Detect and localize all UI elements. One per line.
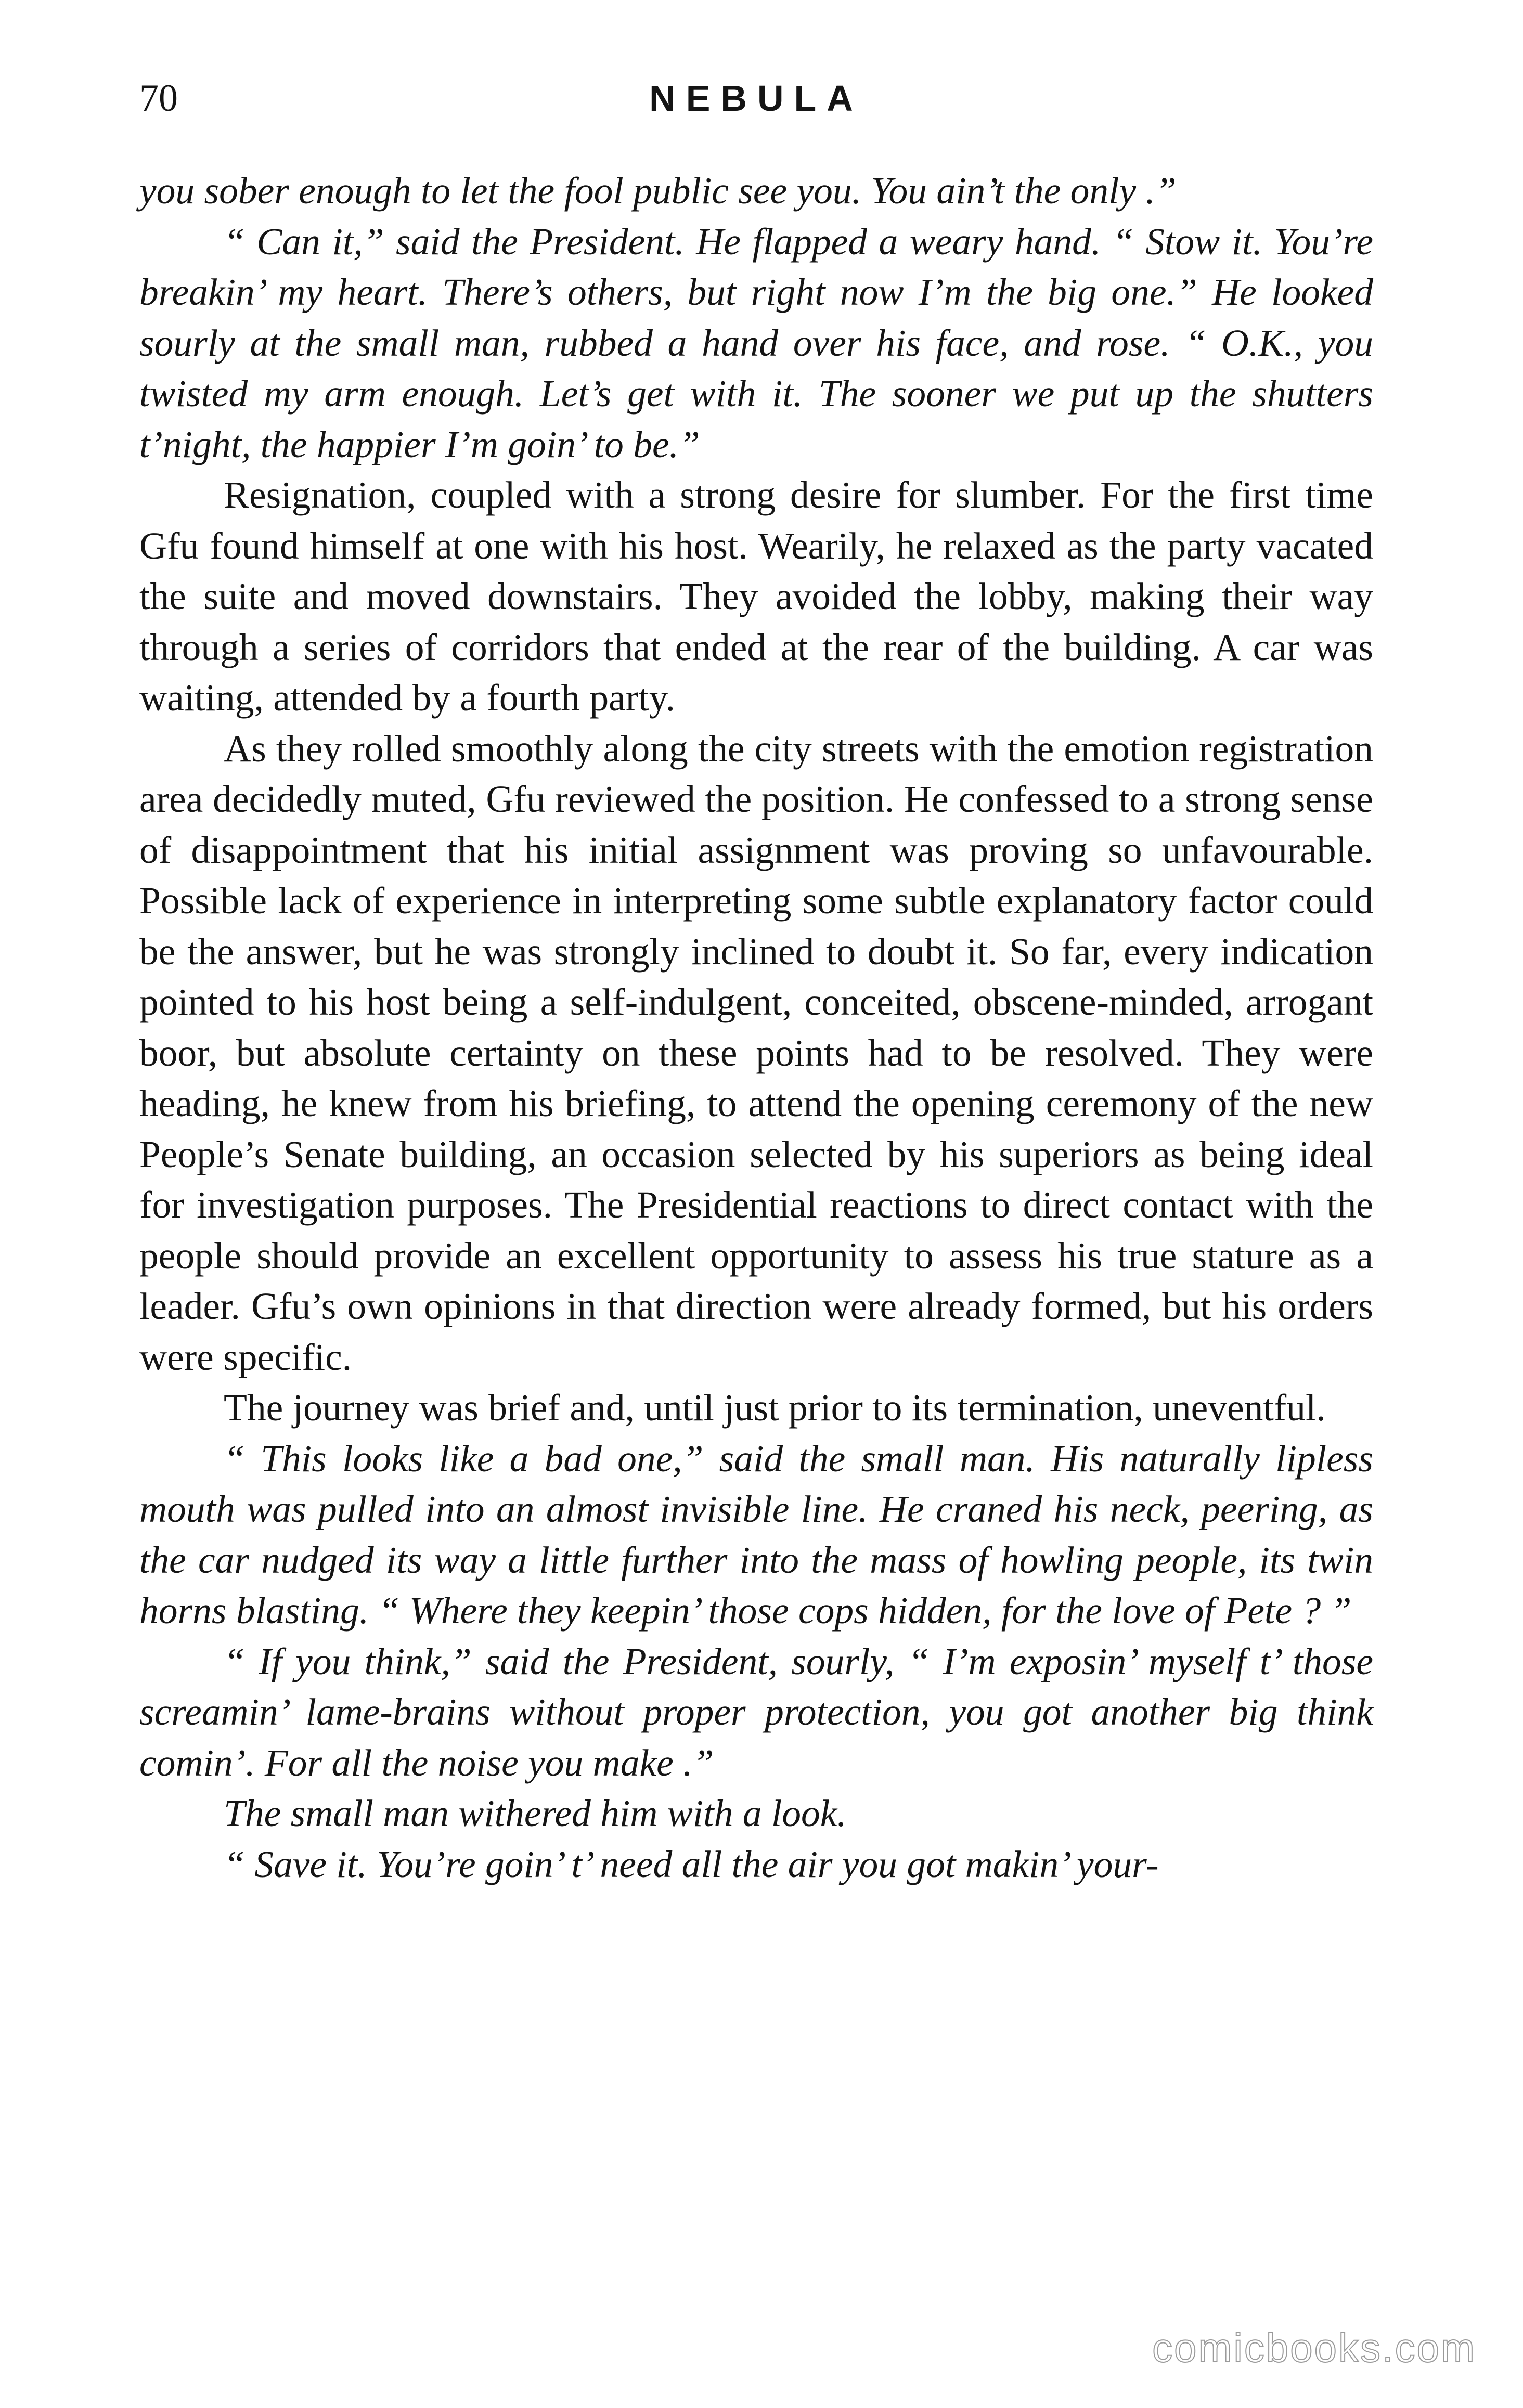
paragraph-2: “ Can it,” said the President. He flapped a weary hand. “ Stow it. You’re breakin’ my heart. There’s others, but right now I’m the big one.” He looked sourly at the small man, rubbed a hand over his face, and rose. “ O.K., you twisted my arm enough. Let’s get with it. The sooner we put up the shutters t’night, the happier I’m goin’ to be.” [139, 220, 1373, 465]
watermark-text: comicbooks.com [1152, 2325, 1476, 2371]
paragraph-1: you sober enough to let the fool public see you. You ain’t the only .” [139, 170, 1177, 212]
body-text [139, 165, 1373, 1889]
page-header [139, 70, 1373, 127]
page-number: 70 [139, 77, 178, 120]
paragraph-8: The small man withered him with a look. [224, 1792, 847, 1834]
paragraph-4: As they rolled smoothly along the city streets with the emotion registration area decidedly muted, Gfu reviewed the position. He confessed to a strong sense of disappointment that his initial assignment was proving so unfavourable. Possible lack of experience in interpreting some subtle explanatory factor could be the answer, but he was strongly inclined to doubt it. So far, every indication pointed to his host being a self-indulgent, conceited, obscene-minded, arrogant boor, but absolute certainty on these points had to be resolved. They were heading, he knew from his briefing, to attend the opening ceremony of the new People’s Senate building, an occasion selected by his superiors as being ideal for investigation purposes. The Presidential reactions to direct contact with the people should provide an excellent opportunity to assess his true stature as a leader. Gfu’s own opinions in that direction were already formed, but his orders were specific. [139, 727, 1373, 1378]
paragraph-3: Resignation, coupled with a strong desire for slumber. For the first time Gfu found himself at one with his host. Wearily, he relaxed as the party vacated the suite and moved downstairs. They avoided the lobby, making their way through a series of corridors that ended at the rear of the building. A car was waiting, attended by a fourth party. [139, 474, 1373, 719]
paragraph-9: “ Save it. You’re goin’ t’ need all the air you got makin’ your- [224, 1843, 1159, 1885]
paragraph-6: “ This looks like a bad one,” said the small man. His naturally lipless mouth was pulled into an almost invisible line. He craned his neck, peering, as the car nudged its way a little further into the mass of howling people, its twin horns blasting. “ Where they keepin’ those cops hidden, for the love of Pete ? ” [139, 1437, 1373, 1632]
paragraph-7: “ If you think,” said the President, sourly, “ I’m exposin’ myself t’ those screamin’ lame-brains without proper protection, you got another big think comin’. For all the noise you make .” [139, 1640, 1373, 1784]
running-head-title: NEBULA [649, 78, 863, 119]
paragraph-5: The journey was brief and, until just prior to its termination, uneventful. [224, 1387, 1326, 1429]
